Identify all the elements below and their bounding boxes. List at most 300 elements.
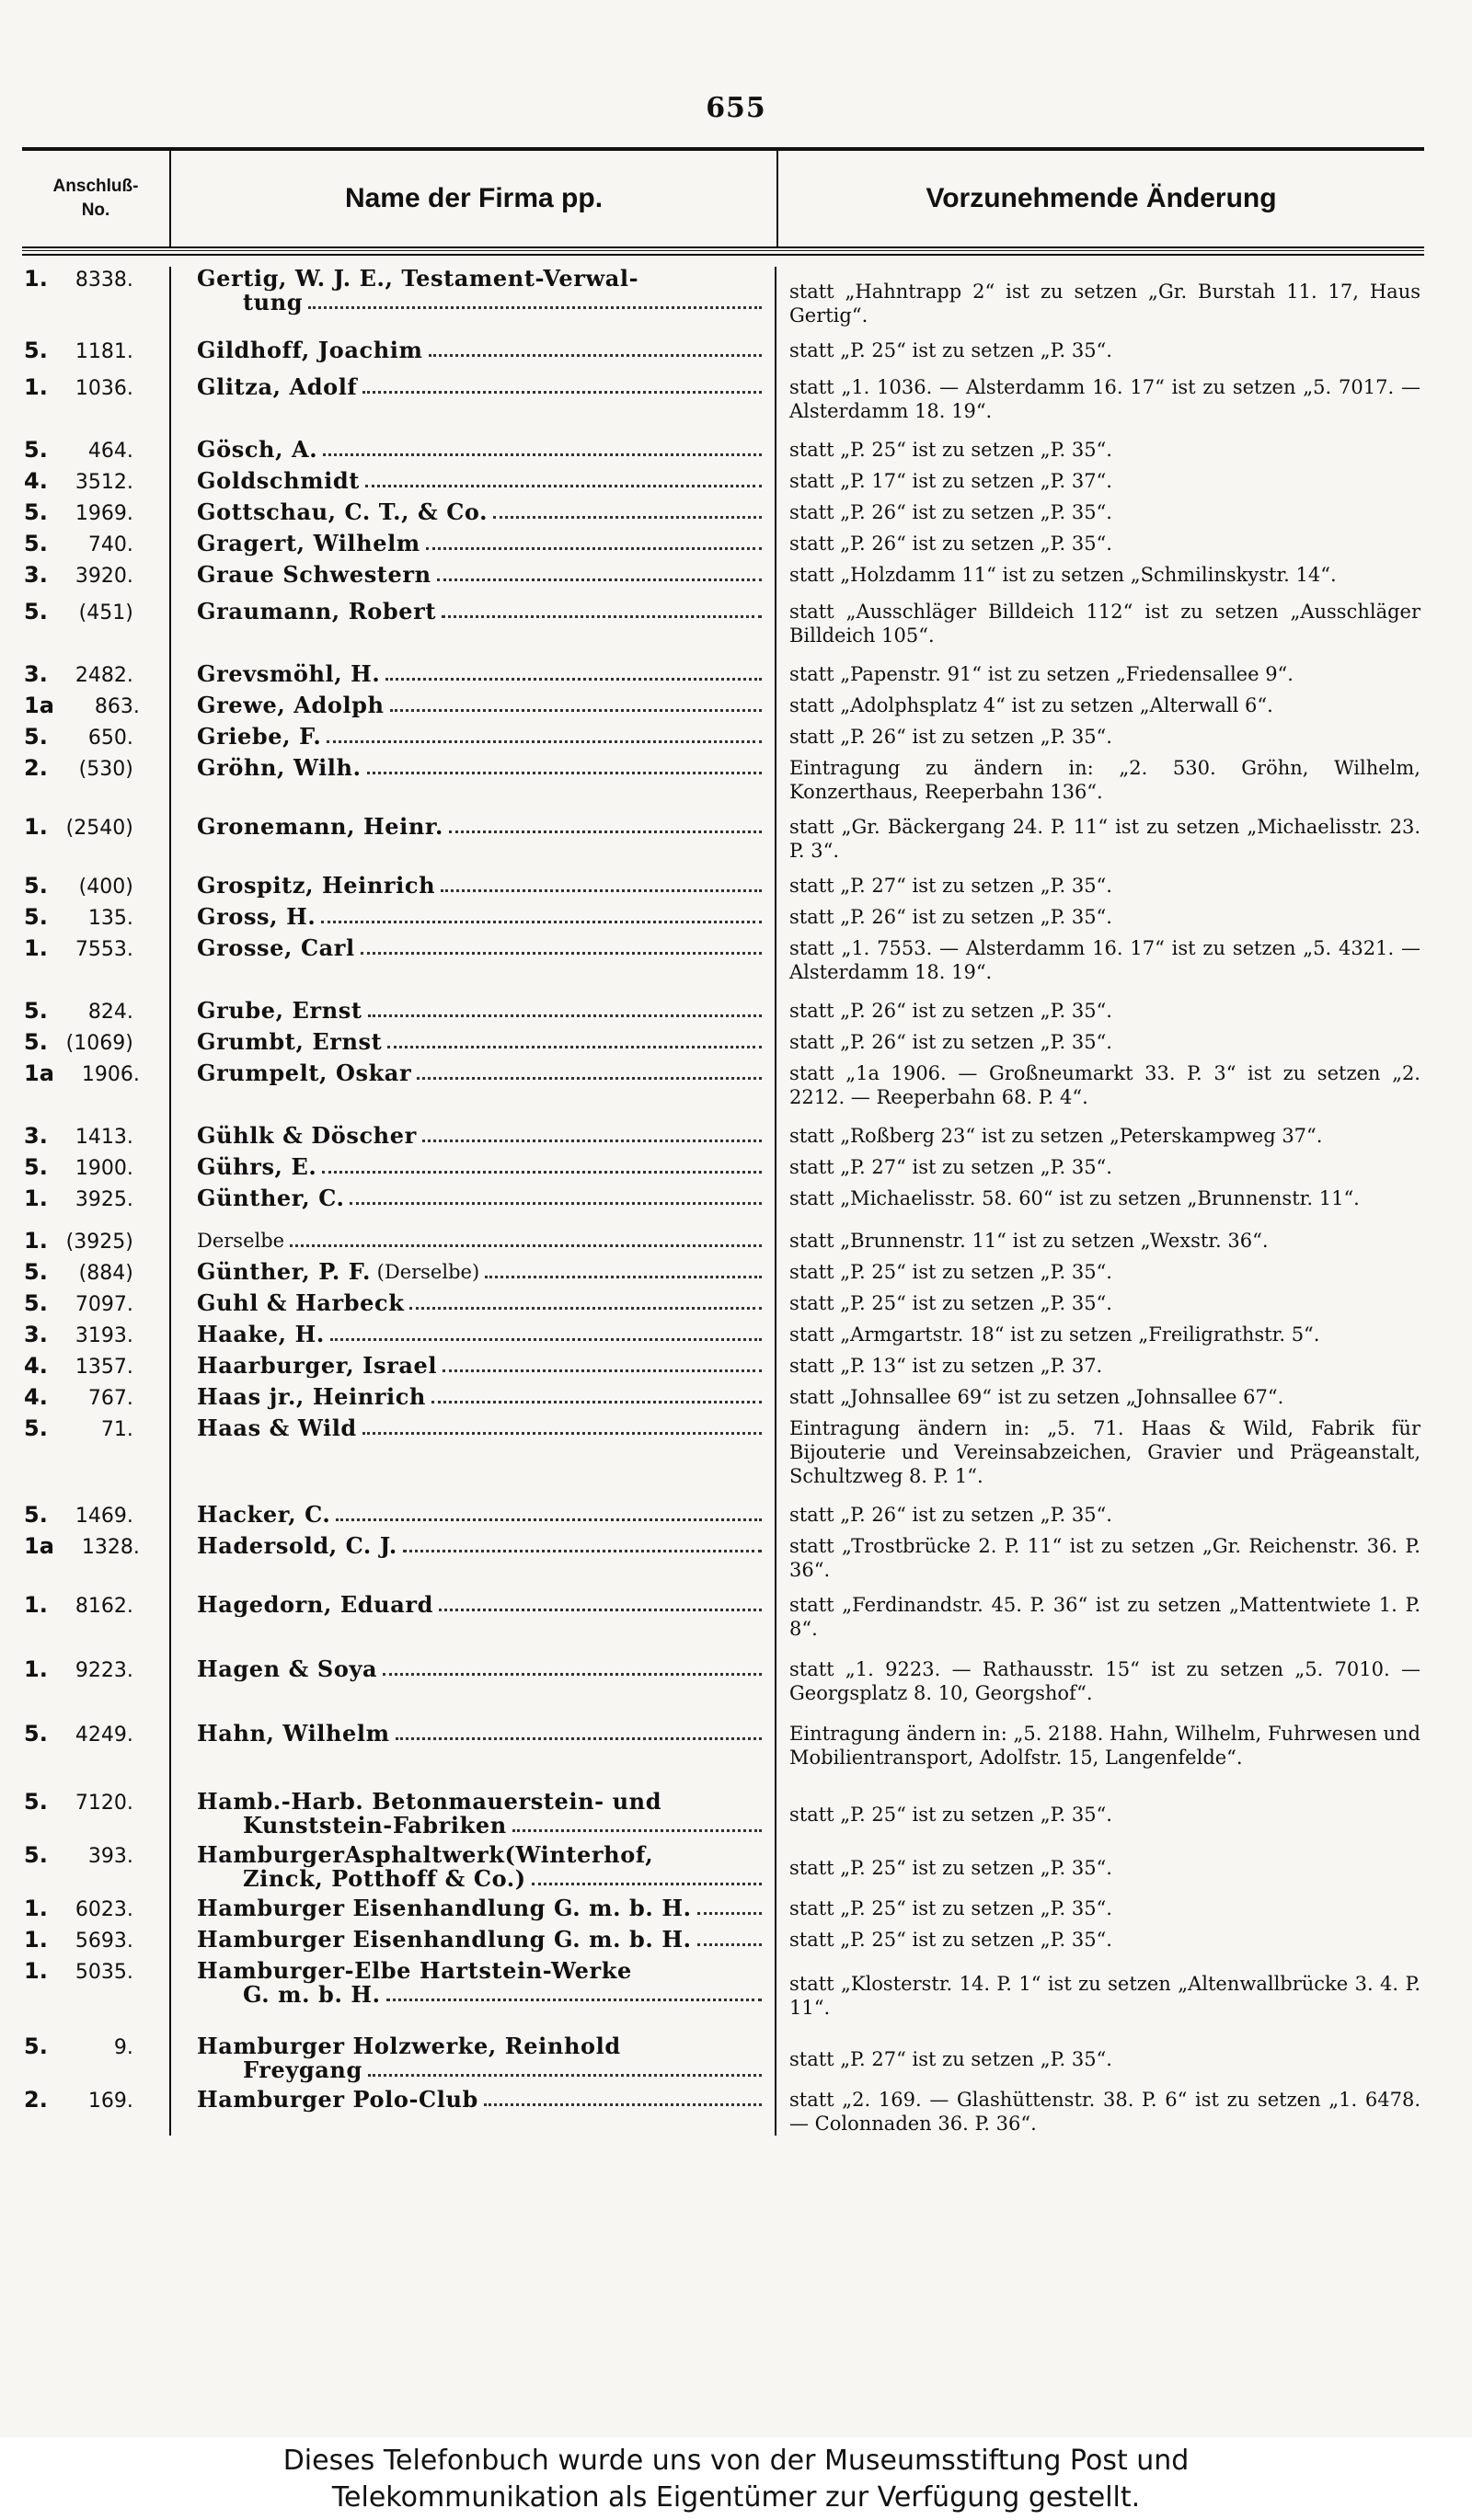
firm-name: Gronemann, Heinr. xyxy=(197,813,443,840)
leader-dots xyxy=(409,1306,762,1310)
firm-name: Goldschmidt xyxy=(197,467,360,494)
change-text: statt „Trostbrücke 2. P. 11“ ist zu setzen „Gr. Reichenstr. 36. P. 36“. xyxy=(789,1535,1420,1581)
change-text: statt „P. 26“ ist zu setzen „P. 35“. xyxy=(789,1031,1112,1053)
leader-dots xyxy=(387,1045,762,1048)
leader-dots xyxy=(367,771,762,774)
leader-dots xyxy=(697,1911,762,1915)
exchange-prefix: 1. xyxy=(24,1656,48,1682)
footer-line-2: Telekommunikation als Eigentümer zur Verfügung gestellt. xyxy=(331,2481,1141,2514)
connection-number xyxy=(22,532,169,557)
exchange-prefix: 5. xyxy=(24,1721,48,1747)
table-row xyxy=(22,1722,1424,1770)
connection-number xyxy=(22,1385,169,1411)
firm-name: Günther, P. F. xyxy=(197,1258,371,1285)
firm-name: Hadersold, C. J. xyxy=(197,1532,397,1559)
line-number: 7120. xyxy=(75,1792,133,1815)
leader-dots xyxy=(441,888,762,892)
firm-name: Gross, H. xyxy=(197,903,316,930)
firm-name: Glitza, Adolf xyxy=(197,373,358,400)
connection-number xyxy=(22,500,169,526)
leader-dots xyxy=(493,515,762,519)
leader-dots xyxy=(383,1672,762,1676)
line-number: 4249. xyxy=(75,1724,133,1747)
change-text: statt „Klosterstr. 14. P. 1“ ist zu setzen „Altenwallbrücke 3. 4. P. 11“. xyxy=(789,1973,1420,2019)
exchange-prefix: 2. xyxy=(24,2087,48,2113)
firm-name-continued: G. m. b. H. xyxy=(243,1981,381,2008)
line-number: 1036. xyxy=(75,377,133,400)
table-row xyxy=(22,1030,1424,1056)
line-number: 1328. xyxy=(81,1536,140,1559)
firm-name: Gildhoff, Joachim xyxy=(197,337,423,363)
connection-number xyxy=(22,600,169,647)
connection-number xyxy=(22,936,169,984)
connection-number xyxy=(22,1790,169,1838)
exchange-prefix: 5. xyxy=(24,2033,48,2059)
connection-number xyxy=(22,438,169,464)
line-number: 9. xyxy=(113,2036,133,2059)
exchange-prefix: 4. xyxy=(24,468,48,494)
line-number: 824. xyxy=(87,1001,133,1024)
connection-number xyxy=(22,1291,169,1317)
connection-number xyxy=(22,1896,169,1922)
firm-name: Griebe, F. xyxy=(197,723,322,750)
line-number: 3512. xyxy=(75,471,133,494)
change-text: statt „P. 17“ ist zu setzen „P. 37“. xyxy=(789,470,1112,492)
firm-name-cell xyxy=(169,693,775,719)
exchange-prefix: 5. xyxy=(24,904,48,930)
header-connection-no xyxy=(22,151,171,246)
firm-name: Gühlk & Döscher xyxy=(197,1122,417,1149)
firm-name: Grosse, Carl xyxy=(197,934,355,961)
footer-notice xyxy=(0,2437,1472,2520)
change-text: statt „P. 26“ ist zu setzen „P. 35“. xyxy=(789,906,1112,928)
change-text: statt „1. 9223. — Rathausstr. 15“ ist zu setzen „5. 7010. — Georgsplatz 8. 10, Georgshof“. xyxy=(789,1658,1420,1704)
leader-dots xyxy=(429,353,763,357)
table-row xyxy=(22,1229,1424,1254)
leader-dots xyxy=(390,708,762,712)
header-change: Vorzunehmende Änderung xyxy=(926,183,1277,213)
connection-number xyxy=(22,693,169,719)
firm-name-cell xyxy=(169,563,775,589)
exchange-prefix: 3. xyxy=(24,661,48,687)
connection-number xyxy=(22,338,169,364)
table-row xyxy=(22,1291,1424,1317)
change-text: statt „Brunnenstr. 11“ ist zu setzen „Wexstr. 36“. xyxy=(789,1230,1269,1252)
exchange-prefix: 1. xyxy=(24,814,48,840)
line-number: (1069) xyxy=(65,1032,133,1055)
firm-name: HamburgerAsphaltwerk(Winterhof, xyxy=(197,1841,654,1868)
firm-name-cell xyxy=(169,375,775,423)
table-row xyxy=(22,1186,1424,1212)
firm-name: Günther, C. xyxy=(197,1185,345,1211)
leader-dots xyxy=(322,1170,762,1174)
change-text: statt „Ferdinandstr. 45. P. 36“ ist zu setzen „Mattentwiete 1. P. 8“. xyxy=(789,1594,1420,1640)
change-text: Eintragung ändern in: „5. 2188. Hahn, Wilhelm, Fuhrwesen und Mobilientransport, Adolfstr. 15, Langenfelde“. xyxy=(789,1723,1420,1769)
change-text: statt „P. 27“ ist zu setzen „P. 35“. xyxy=(789,2048,1112,2070)
exchange-prefix: 5. xyxy=(24,1502,48,1528)
connection-number xyxy=(22,1229,169,1254)
firm-name: Grube, Ernst xyxy=(197,997,362,1024)
firm-name-cell xyxy=(169,1061,775,1109)
line-number: 1469. xyxy=(75,1505,133,1528)
firm-name: Hamburger Holzwerke, Reinhold xyxy=(197,2033,621,2059)
connection-number xyxy=(22,905,169,931)
firm-name-cell xyxy=(169,338,775,364)
connection-number xyxy=(22,1186,169,1212)
exchange-prefix: 5. xyxy=(24,437,48,463)
firm-name: Hamburger Polo-Club xyxy=(197,2086,478,2113)
connection-number xyxy=(22,1503,169,1529)
firm-name: Derselbe xyxy=(197,1230,285,1252)
firm-name-cell xyxy=(169,1354,775,1380)
leader-dots xyxy=(403,1549,762,1552)
connection-number xyxy=(22,1722,169,1770)
connection-number xyxy=(22,725,169,750)
connection-number xyxy=(22,1593,169,1641)
exchange-prefix: 5. xyxy=(24,599,48,624)
change-text: statt „Hahntrapp 2“ ist zu setzen „Gr. Burstah 11. 17, Haus Gertig“. xyxy=(789,281,1420,326)
firm-name: Gröhn, Wilh. xyxy=(197,754,362,781)
table-row xyxy=(22,1385,1424,1411)
table-row xyxy=(22,1657,1424,1705)
line-number: 1357. xyxy=(75,1356,133,1379)
firm-name-cell xyxy=(169,600,775,647)
leader-dots xyxy=(323,452,762,456)
firm-name-cell xyxy=(169,2088,775,2136)
firm-name-suffix: (Derselbe) xyxy=(370,1261,480,1283)
leader-dots xyxy=(449,830,762,833)
connection-number xyxy=(22,756,169,804)
firm-name-cell xyxy=(169,1416,775,1488)
line-number: 1906. xyxy=(81,1063,140,1086)
change-text: statt „Roßberg 23“ ist zu setzen „Peterskampweg 37“. xyxy=(789,1125,1323,1147)
exchange-prefix: 1a xyxy=(24,1533,54,1559)
table-row xyxy=(22,1843,1424,1891)
firm-name-cell xyxy=(169,1229,775,1254)
line-number: 1181. xyxy=(75,340,133,363)
line-number: 1969. xyxy=(75,502,133,525)
firm-name: Hacker, C. xyxy=(197,1501,331,1528)
firm-name: Hamburger Eisenhandlung G. m. b. H. xyxy=(197,1926,692,1953)
change-text: statt „2. 169. — Glashüttenstr. 38. P. 6“ ist zu setzen „1. 6478. — Colonnaden 36. P. 36“. xyxy=(789,2089,1420,2135)
line-number: 650. xyxy=(87,727,133,750)
table-row xyxy=(22,532,1424,557)
connection-number xyxy=(22,662,169,688)
table-row xyxy=(22,2034,1424,2082)
exchange-prefix: 5. xyxy=(24,338,48,363)
exchange-prefix: 1a xyxy=(24,693,54,718)
exchange-prefix: 5. xyxy=(24,1029,48,1055)
line-number: 767. xyxy=(87,1387,133,1410)
leader-dots xyxy=(426,546,762,550)
exchange-prefix: 1. xyxy=(24,1592,48,1618)
table-row xyxy=(22,1928,1424,1953)
table-row xyxy=(22,999,1424,1025)
exchange-prefix: 1. xyxy=(24,1958,48,1984)
table-row xyxy=(22,1061,1424,1109)
header-connection-line1: Anschluß- xyxy=(52,177,139,196)
firm-name: Grumpelt, Oskar xyxy=(197,1060,412,1086)
firm-name: Haas & Wild xyxy=(197,1415,357,1441)
change-text: statt „P. 27“ ist zu setzen „P. 35“. xyxy=(789,875,1112,897)
table-row xyxy=(22,1896,1424,1922)
leader-dots xyxy=(697,1942,762,1946)
line-number: 393. xyxy=(87,1845,133,1868)
change-text: statt „P. 13“ ist zu setzen „P. 37. xyxy=(789,1355,1103,1377)
firm-name: Grewe, Adolph xyxy=(197,692,385,718)
firm-name-cell xyxy=(169,1503,775,1529)
exchange-prefix: 5. xyxy=(24,1415,48,1441)
table-row xyxy=(22,756,1424,804)
change-text: Eintragung ändern in: „5. 71. Haas & Wild, Fabrik für Bijouterie und Vereinsabzeichen, Gravier und Prägeanstalt, Schultzweg 8. P. 1“. xyxy=(789,1417,1420,1487)
firm-name-cell xyxy=(169,469,775,495)
exchange-prefix: 4. xyxy=(24,1384,48,1410)
exchange-prefix: 3. xyxy=(24,1123,48,1149)
table-row xyxy=(22,438,1424,464)
firm-name: Hagen & Soya xyxy=(197,1655,378,1682)
firm-name-cell xyxy=(169,1124,775,1150)
change-text: statt „1. 1036. — Alsterdamm 16. 17“ ist zu setzen „5. 7017. — Alsterdamm 18. 19“. xyxy=(789,376,1420,422)
leader-dots xyxy=(362,1431,762,1435)
firm-name-cell xyxy=(169,662,775,688)
table-header xyxy=(22,151,1424,247)
leader-dots xyxy=(290,1243,762,1247)
table-row xyxy=(22,662,1424,688)
page-number: 655 xyxy=(706,92,766,124)
line-number: (530) xyxy=(78,758,133,781)
table-row xyxy=(22,1323,1424,1348)
change-text: statt „Holzdamm 11“ ist zu setzen „Schmilinskystr. 14“. xyxy=(789,564,1337,586)
change-text: statt „Michaelisstr. 58. 60“ ist zu setzen „Brunnenstr. 11“. xyxy=(789,1187,1360,1209)
exchange-prefix: 1. xyxy=(24,374,48,400)
firm-name-cell xyxy=(169,1155,775,1181)
line-number: 464. xyxy=(87,440,133,463)
leader-dots xyxy=(321,920,762,923)
firm-name: Hahn, Wilhelm xyxy=(197,1720,390,1747)
line-number: (2540) xyxy=(65,817,133,840)
exchange-prefix: 1. xyxy=(24,935,48,961)
column-divider-2 xyxy=(775,267,776,2136)
change-text: statt „P. 25“ ist zu setzen „P. 35“. xyxy=(789,1804,1112,1826)
connection-number xyxy=(22,469,169,495)
footer-line-1: Dieses Telefonbuch wurde uns von der Museumsstiftung Post und xyxy=(282,2445,1190,2477)
firm-name-cell xyxy=(169,1291,775,1317)
table-row xyxy=(22,338,1424,364)
leader-dots xyxy=(336,1518,762,1521)
table-row xyxy=(22,815,1424,863)
firm-name: Hamburger Eisenhandlung G. m. b. H. xyxy=(197,1895,692,1921)
change-text: statt „Johnsallee 69“ ist zu setzen „Johnsallee 67“. xyxy=(789,1386,1284,1408)
firm-name: Gertig, W. J. E., Testament-Verwal- xyxy=(197,265,639,292)
leader-dots xyxy=(308,306,762,309)
line-number: 8338. xyxy=(75,269,133,292)
exchange-prefix: 1. xyxy=(24,1896,48,1921)
firm-name: Haarburger, Israel xyxy=(197,1352,438,1379)
exchange-prefix: 5. xyxy=(24,1789,48,1815)
firm-name-cell xyxy=(169,1790,775,1838)
firm-name-cell xyxy=(169,1928,775,1953)
firm-name-cell xyxy=(169,1534,775,1582)
firm-name-cell xyxy=(169,1385,775,1411)
change-text: statt „Armgartstr. 18“ ist zu setzen „Freiligrathstr. 5“. xyxy=(789,1323,1320,1346)
firm-name-cell xyxy=(169,1593,775,1641)
line-number: 2482. xyxy=(75,664,133,687)
line-number: 7553. xyxy=(75,938,133,961)
header-firm-name: Name der Firma pp. xyxy=(171,151,778,246)
firm-name-cell xyxy=(169,1896,775,1922)
connection-number xyxy=(22,1416,169,1488)
table-row xyxy=(22,1503,1424,1529)
leader-dots xyxy=(386,1999,762,2001)
connection-number xyxy=(22,1657,169,1705)
line-number: (400) xyxy=(78,876,133,899)
leader-dots xyxy=(484,2102,762,2106)
table-row xyxy=(22,1416,1424,1488)
firm-name-cell xyxy=(169,532,775,557)
change-text: statt „Ausschläger Billdeich 112“ ist zu setzen „Ausschläger Billdeich 105“. xyxy=(789,601,1420,647)
firm-name-cell xyxy=(169,2034,775,2082)
exchange-prefix: 1. xyxy=(24,1186,48,1211)
change-text: statt „P. 26“ ist zu setzen „P. 35“. xyxy=(789,1000,1112,1022)
table-row xyxy=(22,600,1424,647)
firm-name-cell xyxy=(169,1657,775,1705)
leader-dots xyxy=(437,578,762,581)
header-connection-line2: No. xyxy=(81,200,110,220)
firm-name-cell xyxy=(169,1186,775,1212)
connection-number xyxy=(22,1534,169,1582)
firm-name-cell xyxy=(169,815,775,863)
exchange-prefix: 5. xyxy=(24,873,48,899)
exchange-prefix: 5. xyxy=(24,1290,48,1316)
connection-number xyxy=(22,815,169,863)
line-number: (884) xyxy=(78,1262,133,1285)
table-row xyxy=(22,563,1424,589)
leader-dots xyxy=(362,390,762,394)
firm-name-continued: Freygang xyxy=(243,2056,362,2083)
exchange-prefix: 5. xyxy=(24,1154,48,1180)
firm-name: Gottschau, C. T., & Co. xyxy=(197,498,489,525)
table-row xyxy=(22,1959,1424,2020)
firm-name: Hamburger-Elbe Hartstein-Werke xyxy=(197,1957,632,1984)
leader-dots xyxy=(396,1736,762,1740)
connection-number xyxy=(22,1155,169,1181)
exchange-prefix: 1. xyxy=(24,266,48,292)
exchange-prefix: 5. xyxy=(24,531,48,556)
leader-dots xyxy=(443,1369,762,1372)
leader-dots xyxy=(327,739,762,743)
leader-dots xyxy=(512,1829,762,1832)
firm-name: Graumann, Robert xyxy=(197,598,437,624)
table-row xyxy=(22,1354,1424,1380)
firm-name: Grevsmöhl, H. xyxy=(197,660,381,687)
exchange-prefix: 3. xyxy=(24,562,48,588)
firm-name-cell xyxy=(169,1030,775,1056)
change-text: statt „P. 26“ ist zu setzen „P. 35“. xyxy=(789,726,1112,748)
change-text: statt „1a 1906. — Großneumarkt 33. P. 3“ ist zu setzen „2. 2212. — Reeperbahn 68. P. 4“. xyxy=(789,1062,1420,1108)
change-text: statt „P. 26“ ist zu setzen „P. 35“. xyxy=(789,533,1112,555)
connection-number xyxy=(22,1323,169,1348)
firm-name-cell xyxy=(169,1260,775,1286)
table-row xyxy=(22,500,1424,526)
change-text: statt „P. 25“ ist zu setzen „P. 35“. xyxy=(789,1292,1112,1314)
firm-name-cell xyxy=(169,1843,775,1891)
firm-name-cell xyxy=(169,725,775,750)
table-body xyxy=(22,267,1424,2136)
connection-number xyxy=(22,1061,169,1109)
leader-dots xyxy=(350,1201,762,1205)
firm-name: Hagedorn, Eduard xyxy=(197,1591,433,1618)
table-row xyxy=(22,1155,1424,1181)
firm-name: Hamb.-Harb. Betonmauerstein- und xyxy=(197,1788,662,1815)
connection-number xyxy=(22,1260,169,1286)
exchange-prefix: 2. xyxy=(24,755,48,781)
connection-number xyxy=(22,1124,169,1150)
changes-table xyxy=(22,147,1424,2136)
line-number: 5693. xyxy=(75,1930,133,1953)
firm-name: Grumbt, Ernst xyxy=(197,1028,383,1055)
change-text: statt „P. 25“ ist zu setzen „P. 35“. xyxy=(789,1929,1112,1951)
firm-name: Guhl & Harbeck xyxy=(197,1289,405,1316)
leader-dots xyxy=(368,1014,762,1017)
leader-dots xyxy=(385,677,762,681)
connection-number xyxy=(22,1928,169,1953)
firm-name: Haake, H. xyxy=(197,1321,325,1347)
table-row xyxy=(22,1593,1424,1641)
firm-name: Gragert, Wilhelm xyxy=(197,530,420,556)
firm-name: Graue Schwestern xyxy=(197,561,431,588)
exchange-prefix: 3. xyxy=(24,1322,48,1347)
line-number: 863. xyxy=(94,695,140,718)
firm-name-cell xyxy=(169,267,775,327)
firm-name-cell xyxy=(169,936,775,984)
firm-name-continued: Kunststein-Fabriken xyxy=(243,1812,507,1838)
change-text: statt „P. 27“ ist zu setzen „P. 35“. xyxy=(789,1156,1112,1178)
line-number: 1900. xyxy=(75,1157,133,1180)
firm-name-cell xyxy=(169,905,775,931)
connection-number xyxy=(22,2034,169,2082)
leader-dots xyxy=(368,2074,762,2077)
exchange-prefix: 5. xyxy=(24,724,48,750)
firm-name-cell xyxy=(169,756,775,804)
leader-dots xyxy=(439,1608,762,1611)
leader-dots xyxy=(431,1400,762,1403)
line-number: 3925. xyxy=(75,1188,133,1211)
firm-name-cell xyxy=(169,500,775,526)
connection-number xyxy=(22,1354,169,1380)
firm-name: Gührs, E. xyxy=(197,1153,317,1180)
change-text: Eintragung zu ändern in: „2. 530. Gröhn, Wilhelm, Konzerthaus, Reeperbahn 136“. xyxy=(789,757,1420,803)
table-row xyxy=(22,375,1424,423)
leader-dots xyxy=(485,1275,762,1278)
line-number: 7097. xyxy=(75,1293,133,1316)
connection-number xyxy=(22,563,169,589)
firm-name-cell xyxy=(169,438,775,464)
change-text: statt „P. 25“ ist zu setzen „P. 35“. xyxy=(789,1897,1112,1919)
firm-name-cell xyxy=(169,1323,775,1348)
change-text: statt „Papenstr. 91“ ist zu setzen „Friedensallee 9“. xyxy=(789,663,1294,685)
change-text: statt „P. 25“ ist zu setzen „P. 35“. xyxy=(789,339,1112,361)
table-row xyxy=(22,725,1424,750)
leader-dots xyxy=(532,1883,762,1885)
line-number: 5035. xyxy=(75,1961,133,1984)
firm-name-continued: tung xyxy=(243,289,304,315)
exchange-prefix: 1. xyxy=(24,1927,48,1953)
exchange-prefix: 4. xyxy=(24,1353,48,1379)
connection-number xyxy=(22,874,169,899)
table-row xyxy=(22,267,1424,327)
table-row xyxy=(22,469,1424,495)
exchange-prefix: 1a xyxy=(24,1060,54,1086)
